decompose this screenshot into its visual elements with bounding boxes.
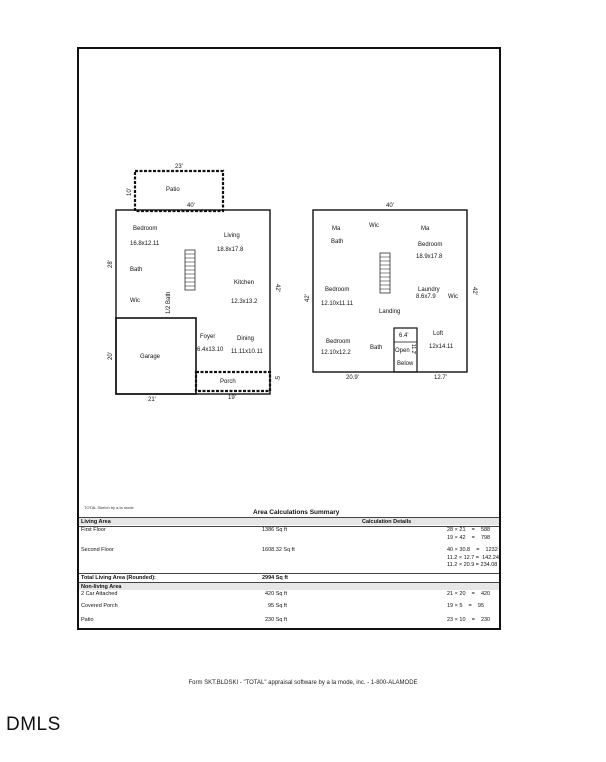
- non-living-heading: Non-living Area: [81, 584, 122, 590]
- room-half-bath: 1/2 Bath: [166, 291, 172, 314]
- dim-second-right-depth: 42': [471, 287, 477, 295]
- room-ma-bedroom-size: 18.9x17.8: [416, 254, 443, 260]
- room-foyer: Foyer: [200, 334, 216, 340]
- room-loft: Loft: [433, 331, 444, 337]
- room-kitchen: Kitchen: [234, 280, 255, 286]
- patio-summary-label: Patio: [81, 617, 94, 623]
- room-laundry-size: 8.6x7.9: [416, 294, 436, 300]
- dim-first-right-depth: 42': [274, 284, 280, 292]
- room-open: Open: [395, 348, 410, 354]
- dim-open-width: 6.4': [399, 333, 409, 339]
- non-living-rule: [79, 582, 499, 583]
- sketch-note: TOTAL Sketch by a la mode: [84, 505, 134, 510]
- room-bedroom-2: Bedroom: [326, 339, 351, 345]
- room-kitchen-size: 12.3x13.2: [231, 299, 258, 305]
- sketch-page-frame: [77, 47, 501, 630]
- room-ma-bedroom: Bedroom: [418, 242, 443, 248]
- dim-second-bottom-left: 20.9': [346, 375, 359, 381]
- dim-patio-depth: 10': [127, 188, 133, 196]
- dim-first-top-width: 40': [187, 203, 195, 209]
- calc-line-porch: 19 × 5 = 95: [447, 603, 484, 609]
- non-living-band: [79, 583, 499, 590]
- patio-summary-value: 230 Sq ft: [265, 617, 288, 623]
- room-living-size: 18.8x17.8: [217, 247, 244, 253]
- footer-text: Form SKT.BLDSKI - "TOTAL" appraisal software by a la mode, inc. - 1-800-ALAMODE: [188, 680, 418, 686]
- room-bedroom: Bedroom: [133, 226, 158, 232]
- dim-second-bottom-right: 12.7': [434, 375, 447, 381]
- dim-porch-depth: 5': [273, 376, 279, 381]
- room-below: Below: [397, 361, 414, 367]
- patio-label: Patio: [166, 187, 180, 193]
- calc-line-patio: 23 × 10 = 230: [447, 617, 491, 623]
- room-bedroom-1-size: 12.10x11.11: [321, 301, 354, 307]
- dim-porch-width: 19': [228, 395, 236, 401]
- living-area-rule: [79, 526, 499, 527]
- dim-garage-width: 21': [148, 397, 156, 403]
- garage-value: 420 Sq ft: [265, 591, 288, 597]
- room-bedroom-1: Bedroom: [325, 287, 350, 293]
- calc-line-first-floor-2: 19 × 42 = 798: [447, 535, 491, 541]
- room-laundry: Laundry: [418, 287, 440, 293]
- room-bath-2: Bath: [370, 345, 383, 351]
- summary-title: Area Calculations Summary: [253, 509, 340, 516]
- dim-second-top-width: 40': [386, 203, 394, 209]
- room-bath: Bath: [130, 267, 143, 273]
- first-floor-value: 1386 Sq ft: [262, 527, 288, 533]
- calc-line-second-floor-3: 11.2 × 20.9 = 234.08: [447, 562, 498, 568]
- calc-line-second-floor-1: 40 × 30.8 = 1232: [447, 547, 498, 553]
- room-porch: Porch: [220, 379, 236, 385]
- room-foyer-size: 6.4x13.10: [197, 347, 224, 353]
- room-wic-top: Wic: [369, 223, 379, 229]
- room-ma-1: Ma: [332, 226, 341, 232]
- porch-label: Covered Porch: [81, 603, 118, 609]
- second-floor-label: Second Floor: [81, 547, 114, 553]
- dmls-watermark-logo: DMLS: [6, 714, 61, 735]
- room-wic: Wic: [130, 298, 140, 304]
- living-area-heading: Living Area: [81, 519, 111, 525]
- room-dining: Dining: [237, 336, 255, 342]
- room-loft-size: 12x14.11: [429, 344, 454, 350]
- dim-open-depth: 11.2': [410, 344, 416, 355]
- dim-patio-width: 23': [175, 164, 183, 170]
- total-living-value: 2994 Sq ft: [262, 575, 288, 581]
- room-landing: Landing: [379, 309, 401, 315]
- room-ma-bath: Bath: [331, 239, 344, 245]
- room-wic-right: Wic: [448, 294, 458, 300]
- calc-line-garage: 21 × 20 = 420: [447, 591, 491, 597]
- second-floor-value: 1608.32 Sq ft: [262, 547, 295, 553]
- calc-details-heading: Calculation Details: [362, 519, 412, 525]
- dim-second-left-depth: 42': [305, 294, 311, 302]
- room-dining-size: 11.11x10.11: [231, 349, 263, 355]
- total-living-label: Total Living Area (Rounded):: [81, 575, 156, 581]
- room-bedroom-size: 16.8x12.11: [130, 241, 160, 247]
- garage-label: 2 Car Attached: [81, 591, 118, 597]
- room-ma-2: Ma: [421, 226, 430, 232]
- dim-garage-depth: 20': [108, 352, 114, 360]
- room-living: Living: [224, 233, 240, 239]
- room-bedroom-2-size: 12.10x12.2: [321, 350, 351, 356]
- calc-line-second-floor-2: 11.2 × 12.7 = 142.24: [447, 555, 499, 561]
- first-floor-label: First Floor: [81, 527, 106, 533]
- dim-first-left-depth: 28': [108, 260, 114, 268]
- porch-value: 95 Sq ft: [268, 603, 287, 609]
- calc-line-first-floor-1: 28 × 21 = 588: [447, 527, 491, 533]
- total-rule: [79, 573, 499, 574]
- living-area-band: [79, 518, 499, 525]
- footer-form-line: [0, 680, 606, 686]
- room-garage: Garage: [140, 354, 161, 360]
